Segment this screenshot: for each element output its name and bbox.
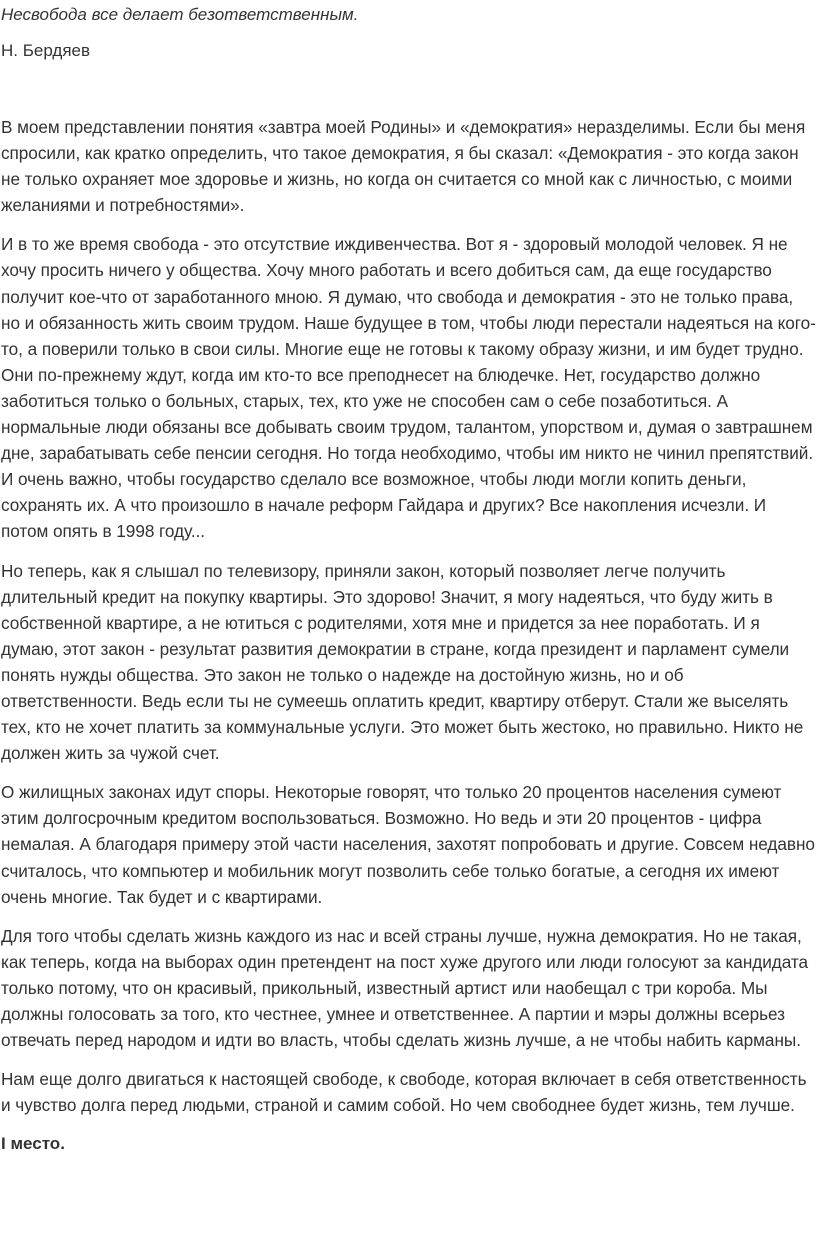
paragraph: В моем представлении понятия «завтра моей Родины» и «демократия» неразделимы. Если бы меня спросили, как кратко определить, что такое демократия, я бы сказал: «Демократия - это когда закон не только охраняет мое здоровье и жизнь, но когда он считается со мной как с личностью, с моими желаниями и потребностями». [1, 117, 806, 216]
paragraph: И в то же время свобода - это отсутствие иждивенчества. Вот я - здоровый молодой человек. Я не хочу просить ничего у общества. Хочу много работать и всего добиться сам, да еще государство получит кое-что от заработанного мною. Я думаю, что свобода и демократия - это не только права, но и обязанность жить своим трудом. Наше будущее в том, чтобы люди перестали надеяться на кого-то, а поверили только в свои силы. Многие еще не готовы к такому образу жизни, и им будет трудно. Они по-прежнему ждут, когда им кто-то все преподнесет на блюдечке. Нет, государство должно заботиться только о больных, старых, тех, кто уже не способен сам о себе позаботиться. А нормальные люди обязаны все добывать своим трудом, талантом, упорством и, думая о завтрашнем дне, зарабатывать себе пенсии сегодня. Но тогда необходимо, чтобы им никто не чинил препятствий. И очень важно, чтобы государство сделало все возможное, чтобы люди могли копить деньги, сохранять их. А что произошло в начале реформ Гайдара и других? Все накопления исчезли. И потом опять в 1998 году... [1, 234, 816, 542]
paragraph: Для того чтобы сделать жизнь каждого из нас и всей страны лучше, нужна демократия. Но не такая, как теперь, когда на выборах один претендент на пост хуже другого или люди голосуют за кандидата только потому, что он красивый, прикольный, известный артист или наобещал с три короба. Мы должны голосовать за того, кто честнее, умнее и ответственнее. А партии и мэры должны всерьез отвечать перед народом и идти во власть, чтобы сделать жизнь лучше, а не чтобы набить карманы. [1, 925, 809, 1051]
paragraph: Нам еще долго двигаться к настоящей свободе, к свободе, которая включает в себя ответственность и чувство долга перед людьми, страной и самим собой. Но чем свободнее будет жизнь, тем лучше. [1, 1069, 807, 1116]
essay-body [0, 114, 816, 1118]
paragraph: Но теперь, как я слышал по телевизору, приняли закон, который позволяет легче получить длительный кредит на покупку квартиры. Это здорово! Значит, я могу надеяться, что буду жить в собственной квартире, а не ютиться с родителями, хотя мне и придется за нее поработать. И я думаю, этот закон - результат развития демократии в стране, когда президент и парламент сумели понять нужды общества. Это закон не только о надежде на достойную жизнь, но и об ответственности. Ведь если ты не сумеешь оплатить кредит, квартиру отберут. Стали же выселять тех, кто не хочет платить за коммунальные услуги. Это может быть жестоко, но правильно. Никто не должен жить за чужой счет. [1, 560, 804, 764]
place-heading: I место. [1, 1134, 65, 1154]
paragraph: О жилищных законах идут споры. Некоторые говорят, что только 20 процентов населения сумеют этим долгосрочным кредитом воспользоваться. Возможно. Но ведь и эти 20 процентов - цифра немалая. А благодаря примеру этой части населения, захотят попробовать и другие. Совсем недавно считалось, что компьютер и мобильник могут позволить себе только богатые, а сегодня их имеют очень многие. Так будет и с квартирами. [1, 782, 815, 907]
epigraph-author: Н. Бердяев [1, 41, 91, 60]
epigraph: Несвобода все делает безответственным. [1, 5, 359, 24]
